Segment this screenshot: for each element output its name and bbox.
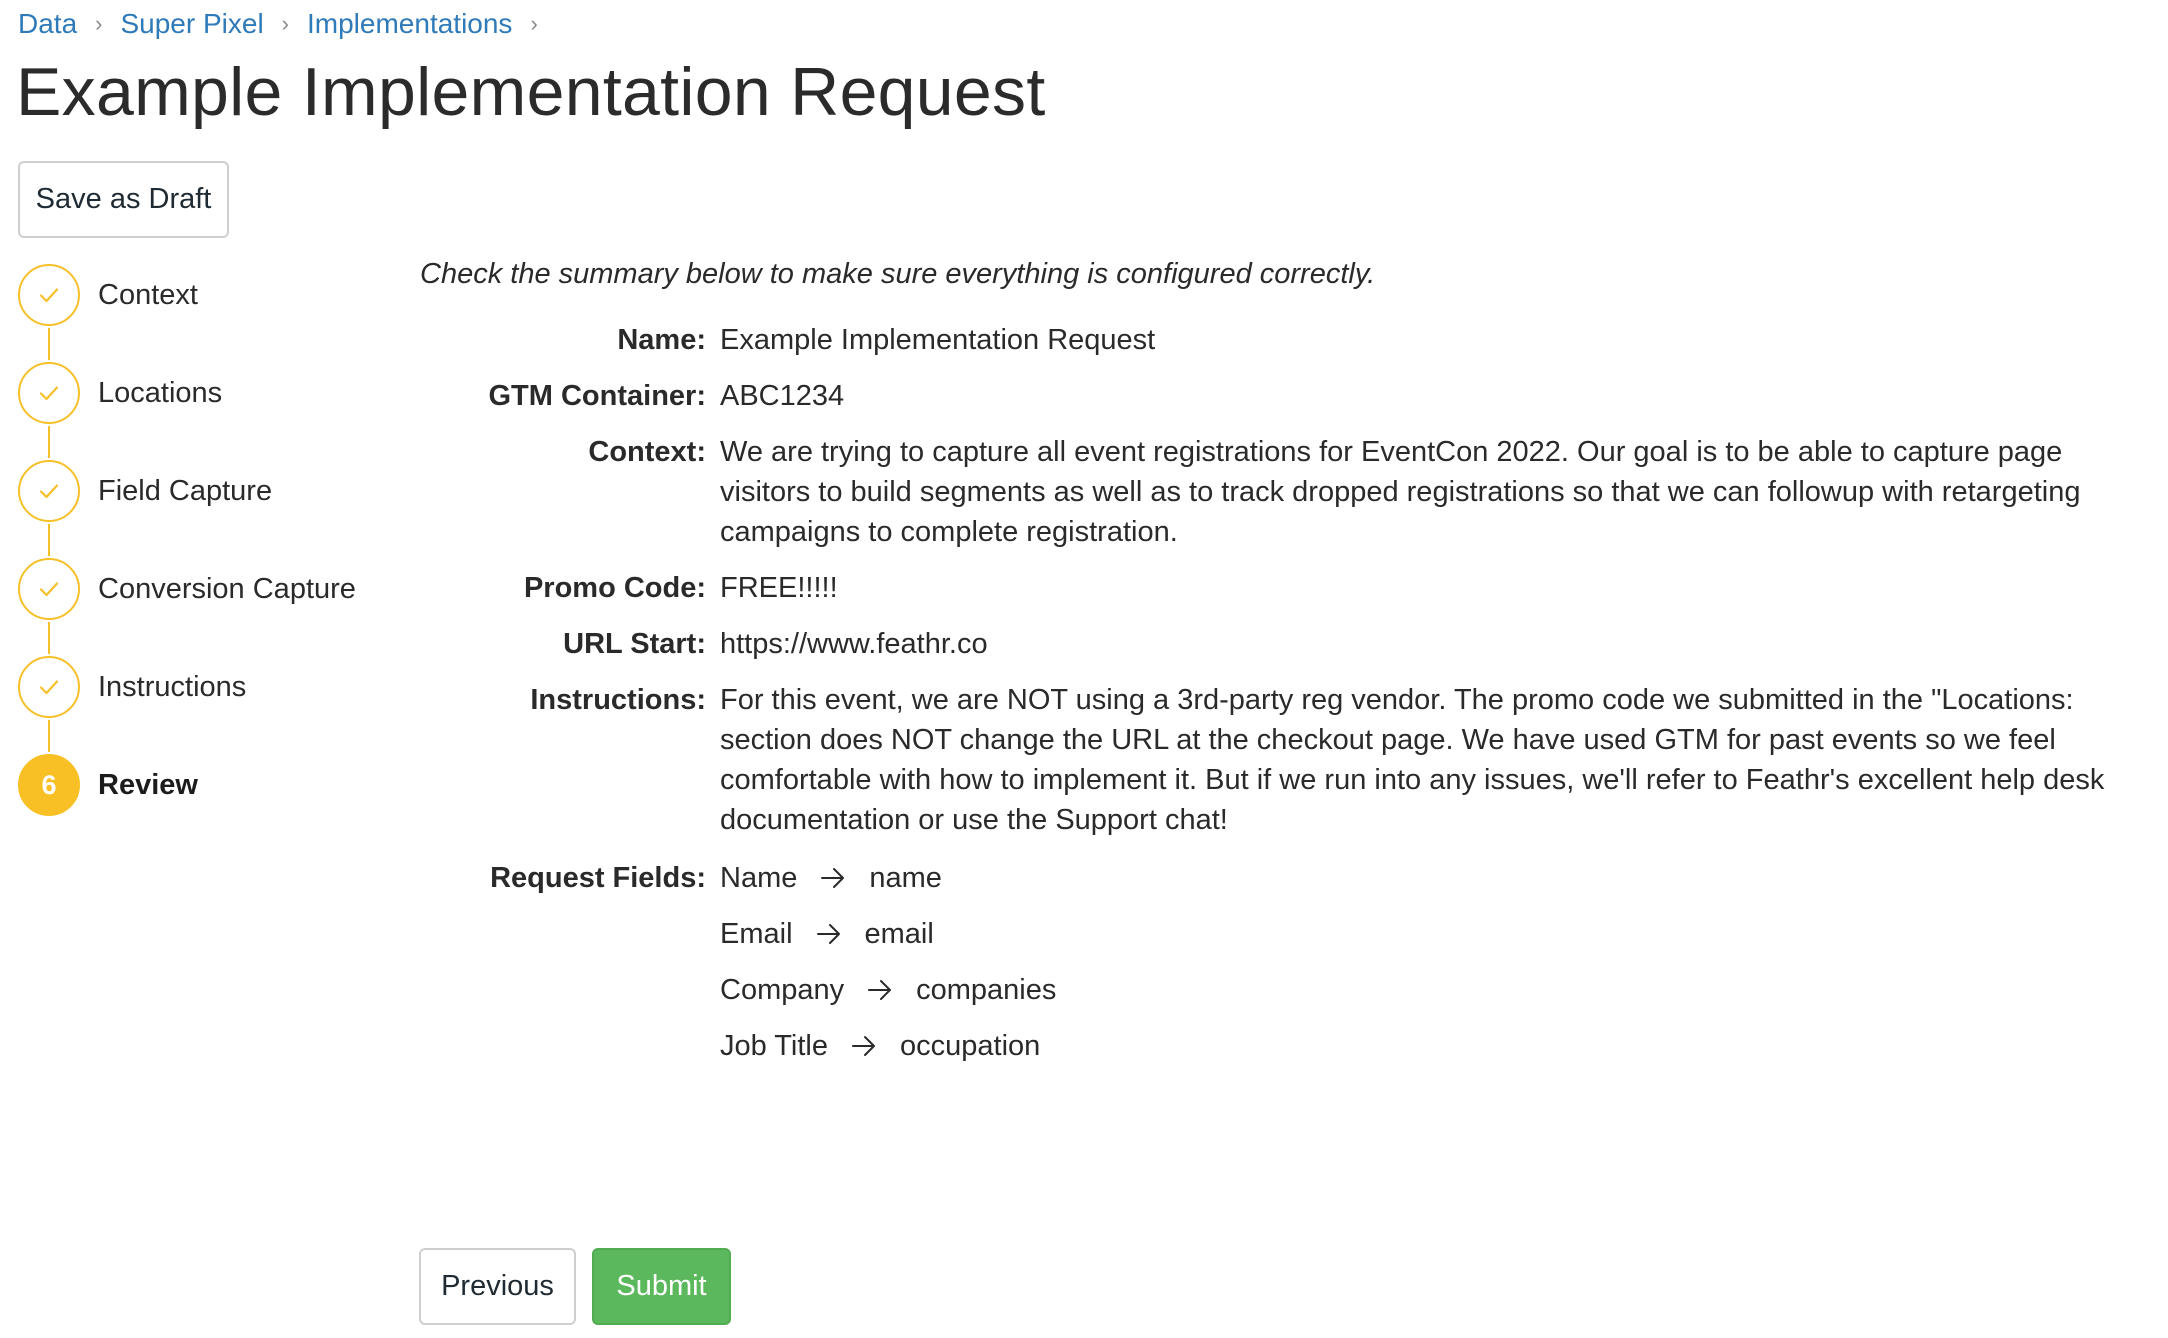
arrow-right-icon	[819, 864, 847, 892]
step-label: Instructions	[98, 670, 247, 703]
save-as-draft-button[interactable]: Save as Draft	[18, 161, 229, 238]
step-label: Review	[98, 768, 198, 801]
breadcrumb-item-implementations[interactable]: Implementations	[307, 8, 513, 39]
instructions-label: Instructions:	[530, 684, 706, 716]
step-label: Locations	[98, 376, 223, 409]
check-icon	[18, 460, 80, 522]
name-label: Name:	[617, 324, 706, 356]
check-icon	[18, 558, 80, 620]
arrow-right-icon	[850, 1032, 878, 1060]
step-label: Field Capture	[98, 474, 273, 507]
gtm-container-value: ABC1234	[720, 380, 845, 412]
check-icon	[18, 656, 80, 718]
field-source: Email	[720, 918, 793, 950]
field-mapping-row	[720, 970, 1056, 1010]
promo-code-label: Promo Code:	[523, 572, 706, 604]
field-target: companies	[916, 974, 1057, 1006]
page-title: Example Implementation Request	[16, 54, 1046, 130]
step-label: Conversion Capture	[98, 572, 356, 605]
step-connector	[48, 622, 50, 654]
breadcrumb-item-data[interactable]: Data	[18, 8, 78, 39]
breadcrumb-separator-icon: ›	[530, 11, 538, 36]
context-label: Context:	[588, 436, 706, 468]
request-fields-label: Request Fields:	[490, 862, 706, 894]
step-context[interactable]	[18, 262, 358, 328]
promo-code-value: FREE!!!!!	[720, 572, 838, 604]
summary-row-gtm	[420, 376, 2162, 416]
step-field-capture[interactable]	[18, 458, 358, 524]
field-target: occupation	[900, 1030, 1041, 1062]
check-icon	[18, 264, 80, 326]
summary-row-request-fields	[420, 858, 2162, 898]
name-value: Example Implementation Request	[720, 324, 1156, 356]
step-instructions[interactable]	[18, 654, 358, 720]
instructions-value: For this event, we are NOT using a 3rd-party reg vendor. The promo code we submitted in the "Locations: section does NOT change the URL at the checkout page. We have used GTM for past events so we feel comfortable with how to implement it. But if we run into any issues, we'll refer to Feathr's excellent help desk documentation or use the Support chat!	[720, 684, 2105, 836]
previous-button[interactable]: Previous	[419, 1248, 576, 1325]
step-locations[interactable]	[18, 360, 358, 426]
arrow-right-icon	[815, 920, 843, 948]
url-start-value: https://www.feathr.co	[720, 628, 988, 660]
breadcrumb-separator-icon: ›	[95, 11, 103, 36]
breadcrumb	[18, 4, 556, 44]
summary-row-url	[420, 624, 2162, 664]
context-value: We are trying to capture all event registrations for EventCon 2022. Our goal is to be able to capture page visitors to build segments as well as to track dropped registrations so that we can followup with retargeting campaigns to complete registration.	[720, 436, 2081, 548]
step-number-badge: 6	[18, 754, 80, 816]
summary-intro: Check the summary below to make sure everything is configured correctly.	[420, 258, 1376, 290]
step-connector	[48, 328, 50, 360]
url-start-label: URL Start:	[563, 628, 706, 660]
check-icon	[18, 362, 80, 424]
field-target: name	[869, 862, 942, 894]
breadcrumb-separator-icon: ›	[281, 11, 289, 36]
field-mapping-row	[720, 858, 942, 898]
field-source: Company	[720, 974, 845, 1006]
breadcrumb-item-super-pixel[interactable]: Super Pixel	[120, 8, 264, 39]
gtm-container-label: GTM Container:	[488, 380, 706, 412]
summary-row-context	[420, 432, 2162, 552]
step-connector	[48, 426, 50, 458]
summary-row-instructions	[420, 680, 2162, 840]
step-conversion-capture[interactable]	[18, 556, 358, 622]
field-target: email	[864, 918, 934, 950]
submit-button[interactable]: Submit	[592, 1248, 731, 1325]
step-label: Context	[98, 278, 198, 311]
step-connector	[48, 720, 50, 752]
summary-row-name	[420, 320, 2162, 360]
field-mapping-row	[720, 1026, 1040, 1066]
arrow-right-icon	[866, 976, 894, 1004]
field-mapping-row	[720, 914, 934, 954]
summary-row-promo	[420, 568, 2162, 608]
field-source: Job Title	[720, 1030, 828, 1062]
step-review[interactable]	[18, 752, 358, 818]
field-source: Name	[720, 862, 798, 894]
step-connector	[48, 524, 50, 556]
